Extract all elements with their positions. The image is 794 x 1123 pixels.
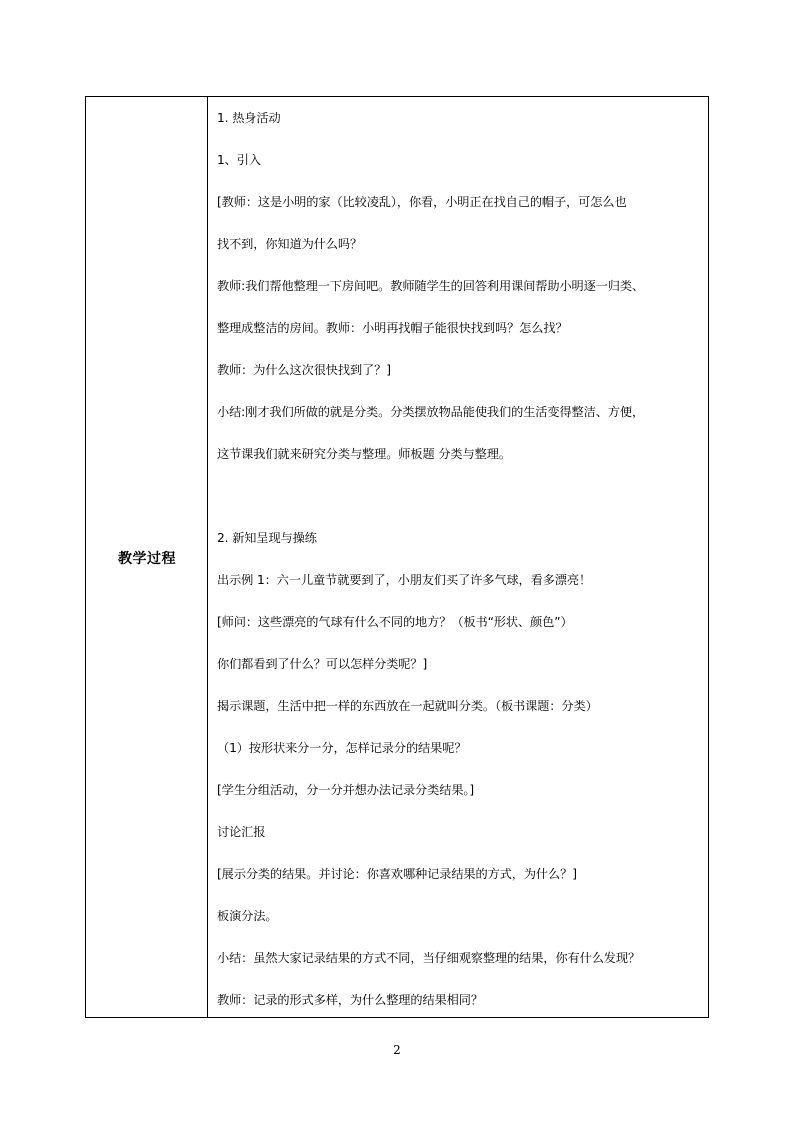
subheading-intro: 1、引入 [217, 153, 261, 167]
page-number: 2 [393, 1043, 401, 1057]
section-label-cell [86, 97, 208, 1017]
text-line: 这节课我们就来研究分类与整理。师板题 分类与整理。 [217, 447, 511, 461]
text-line: [学生分组活动，分一分并想办法记录分类结果。] [217, 783, 475, 797]
text-line: 小结：虽然大家记录结果的方式不同，当仔细观察整理的结果，你有什么发现？ [217, 951, 641, 965]
text-line: [师问：这些漂亮的气球有什么不同的地方？（板书“形状、颜色”） [217, 615, 573, 629]
text-line: 出示例 1：六一儿童节就要到了，小朋友们买了许多气球，看多漂亮！ [217, 573, 592, 587]
text-line: 你们都看到了什么？可以怎样分类呢？] [217, 657, 428, 671]
text-line: [展示分类的结果。并讨论：你喜欢哪种记录结果的方式，为什么？] [217, 867, 577, 881]
text-line: 教师：记录的形式多样，为什么整理的结果相同？ [217, 993, 483, 1007]
heading-warmup: 1. 热身活动 [217, 111, 281, 125]
lesson-plan-table [85, 96, 709, 1018]
text-line: 小结:刚才我们所做的就是分类。分类摆放物品能使我们的生活变得整洁、方便， [217, 405, 645, 419]
text-line: 找不到，你知道为什么吗？ [217, 237, 363, 251]
text-line: 讨论汇报 [217, 825, 266, 839]
section-label: 教学过程 [118, 551, 176, 567]
text-line: （1）按形状来分一分，怎样记录分的结果呢？ [217, 741, 467, 755]
text-line: [教师：这是小明的家（比较凌乱），你看，小明正在找自己的帽子，可怎么也 [217, 195, 627, 209]
heading-new-knowledge: 2. 新知呈现与操练 [217, 531, 317, 545]
text-line: 揭示课题，生活中把一样的东西放在一起就叫分类。（板书课题：分类） [217, 699, 598, 713]
text-line: 板演分法。 [217, 909, 278, 923]
text-line: 整理成整洁的房间。教师：小明再找帽子能很快找到吗？怎么找？ [217, 321, 568, 335]
text-line: 教师:我们帮他整理一下房间吧。教师随学生的回答利用课间帮助小明逐一归类、 [217, 279, 645, 293]
text-line: 教师：为什么这次很快找到了？] [217, 363, 391, 377]
